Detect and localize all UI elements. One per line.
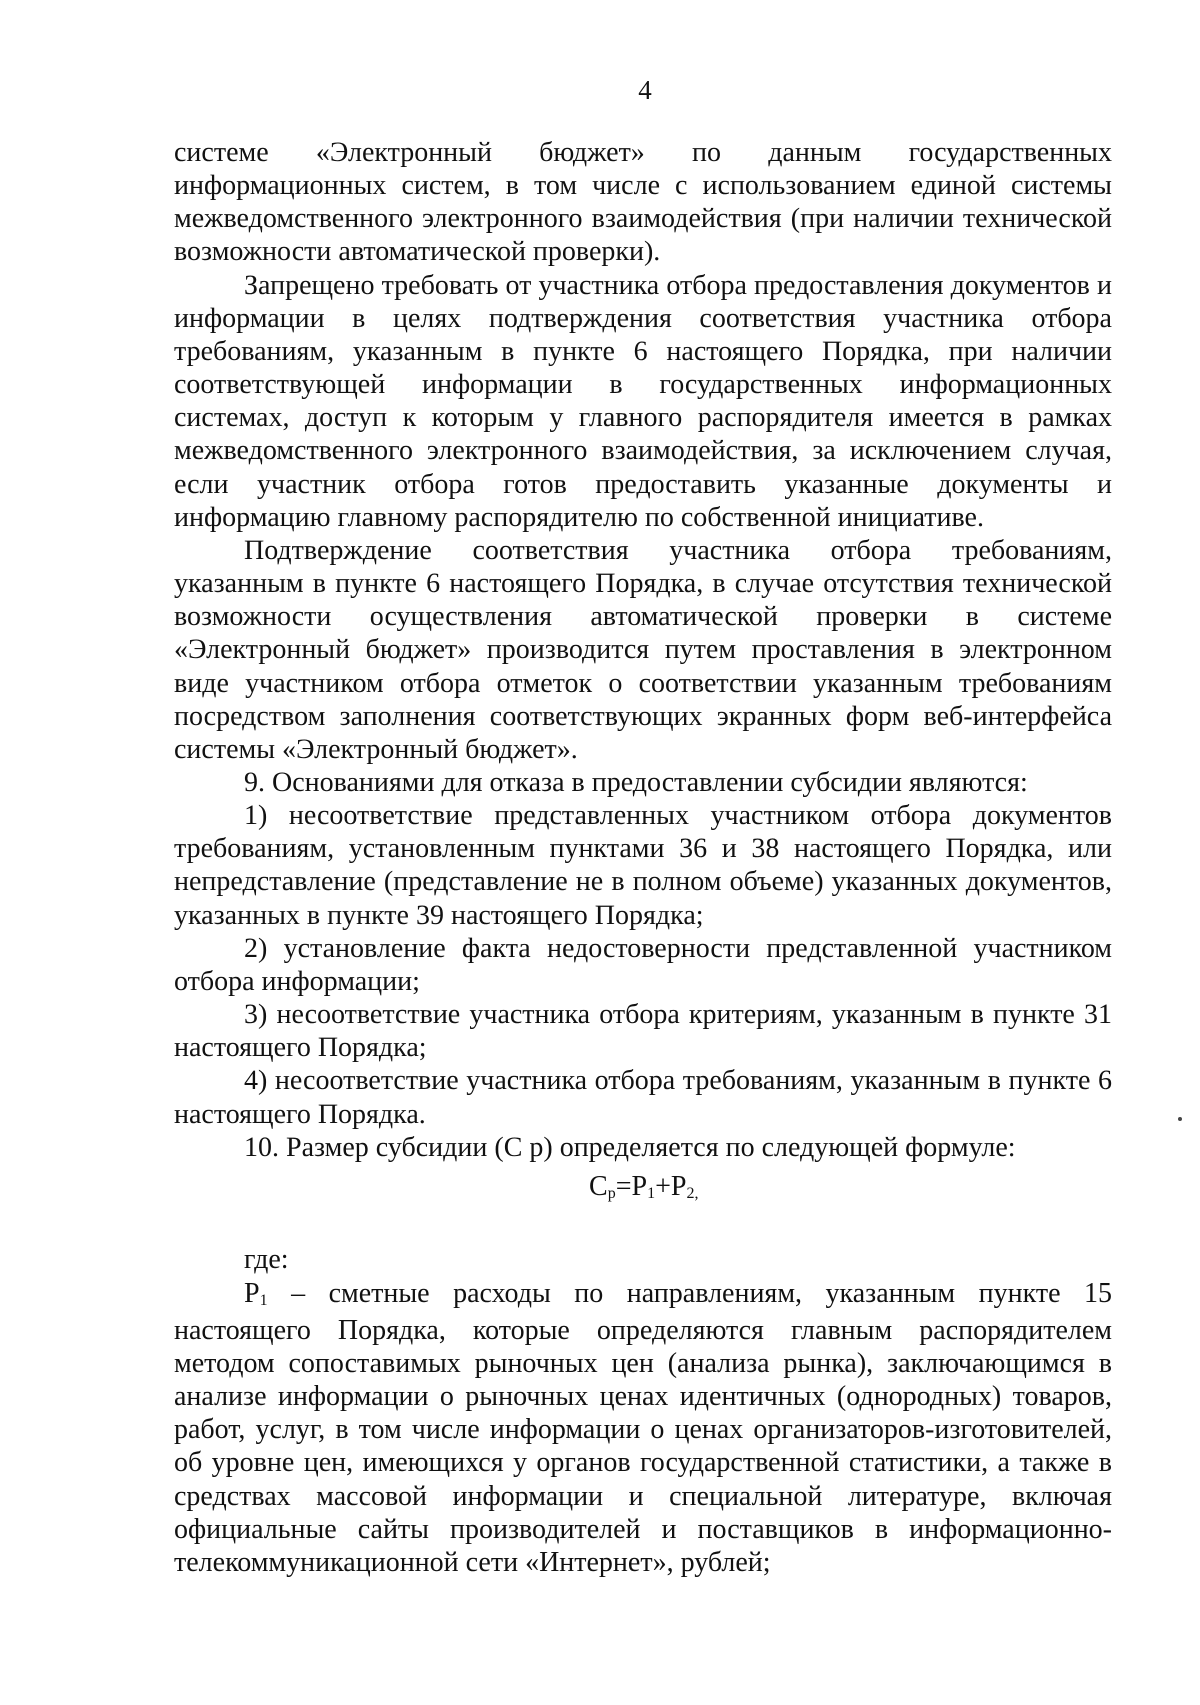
page-number: 4 [638, 75, 652, 105]
formula-p1-sub: 1 [647, 1185, 656, 1202]
scan-speck [1178, 1117, 1182, 1121]
paragraph-confirmation: Подтверждение соответствия участника отбора требованиям, указанным в пункте 6 настоящего Порядка, в случае отсутствия технической возможности осуществления автоматической проверки в системе «Электронный бюджет» производится путем проставления в электронном виде участником отбора отметок о соответствии указанным требованиям посредством заполнения соответствующих экранных форм веб-интерфейса системы «Электронный бюджет». [174, 534, 1112, 765]
formula-c-sub: р [607, 1185, 616, 1202]
paragraph-item-10: 10. Размер субсидии (С р) определяется по следующей формуле: [244, 1131, 1016, 1163]
p1-symbol-sub: 1 [259, 1292, 268, 1309]
paragraph-item-9: 9. Основаниями для отказа в предоставлении субсидии являются: [244, 766, 1028, 798]
p1-definition [174, 1277, 1112, 1579]
document-body [174, 136, 1112, 1164]
where-label: где: [244, 1244, 289, 1275]
p1-symbol: Р [244, 1278, 260, 1309]
paragraph-item-9-1: 1) несоответствие представленных участником отбора документов требованиям, установленным пунктами 36 и 38 настоящего Порядка, или непредставление (представление не в полном объеме) указанных документов, указанных в пункте 39 настоящего Порядка; [174, 800, 1112, 931]
paragraph-item-9-2: 2) установление факта недостоверности представленной участником отбора информации; [174, 932, 1112, 997]
formula-eq: =Р [615, 1171, 648, 1202]
paragraph-prohibition: Запрещено требовать от участника отбора предоставления документов и информации в целях подтверждения соответствия участника отбора требованиям, указанным в пункте 6 настоящего Порядка, при наличии соответствующей информации в государственных информационных системах, доступ к которым у главного распорядителя имеется в рамках межведомственного электронного взаимодействия, за исключением случая, если участник отбора готов предоставить указанные документы и информацию главному распорядителю по собственной инициативе. [174, 269, 1112, 533]
p1-definition-text: – сметные расходы по направлениям, указанным пункте 15 настоящего Порядка, которые определяются главным распорядителем методом сопоставимых рыночных цен (анализа рынка), заключающимся в анализе информации о рыночных ценах идентичных (однородных) товаров, работ, услуг, в том числе информации о ценах организаторов-изготовителей, об уровне цен, имеющихся у органов государственной статистики, а также в средствах массовой информации и специальной литературе, включая официальные сайты производителей и поставщиков в информационно-телекоммуникационной сети «Интернет», рублей; [174, 1278, 1112, 1578]
paragraph-item-9-3: 3) несоответствие участника отбора критериям, указанным в пункте 31 настоящего Порядка; [174, 999, 1112, 1064]
paragraph-item-9-4: 4) несоответствие участника отбора требованиям, указанным в пункте 6 настоящего Порядка. [174, 1065, 1112, 1130]
formula-p2-sub: 2, [686, 1185, 699, 1202]
formula-c: С [589, 1171, 608, 1202]
formula-plus: +Р [655, 1171, 687, 1202]
paragraph-continuation: системе «Электронный бюджет» по данным государственных информационных систем, в том числе с использованием единой системы межведомственного электронного взаимодействия (при наличии технической возможности автоматической проверки). [174, 137, 1112, 268]
p1-definition-paragraph [174, 1277, 1112, 1579]
subsidy-formula [589, 1170, 698, 1211]
